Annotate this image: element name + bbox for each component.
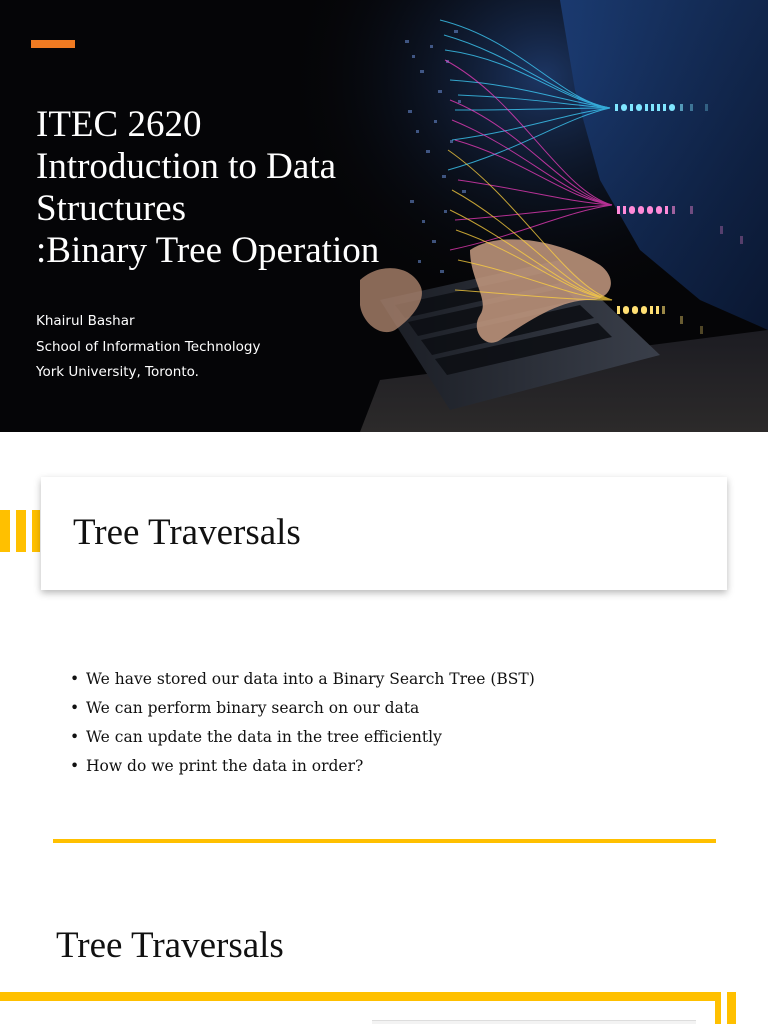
bullet-item (70, 723, 535, 752)
title-line: :Binary Tree Operation (36, 230, 380, 271)
card-edge (372, 1020, 696, 1024)
bullet-list (70, 665, 535, 781)
bullet-item (70, 665, 535, 694)
bullet-item (70, 752, 535, 781)
content-slide (0, 432, 768, 848)
author-school: School of Information Technology (36, 338, 261, 355)
bullet-text: We can update the data in the tree efficiently (86, 728, 442, 746)
author-name: Khairul Bashar (36, 313, 135, 329)
title-line: Structures (36, 188, 187, 229)
yellow-bar (0, 992, 720, 1001)
bullet-dot: • (70, 728, 80, 746)
bullet-dot: • (70, 699, 80, 717)
yellow-vertical-bar (715, 992, 721, 1024)
title-line: Introduction to Data (36, 146, 337, 187)
slide-heading: Tree Traversals (73, 512, 301, 553)
orange-accent-dash (31, 40, 75, 48)
bullet-dot: • (70, 757, 80, 775)
bullet-dot: • (70, 670, 80, 688)
slide-title (36, 104, 456, 272)
author-info (36, 309, 260, 386)
yellow-divider (53, 839, 716, 843)
bullet-text: We have stored our data into a Binary Search Tree (BST) (86, 670, 535, 688)
bullet-text: How do we print the data in order? (86, 757, 364, 775)
title-line: ITEC 2620 (36, 104, 202, 145)
bullet-text: We can perform binary search on our data (86, 699, 420, 717)
yellow-vertical-bar (727, 992, 736, 1024)
content-slide-partial (0, 848, 768, 1024)
author-university: York University, Toronto. (36, 364, 199, 380)
slide-heading: Tree Traversals (56, 925, 284, 966)
bullet-item (70, 694, 535, 723)
title-card (41, 477, 727, 590)
title-slide (0, 0, 768, 432)
